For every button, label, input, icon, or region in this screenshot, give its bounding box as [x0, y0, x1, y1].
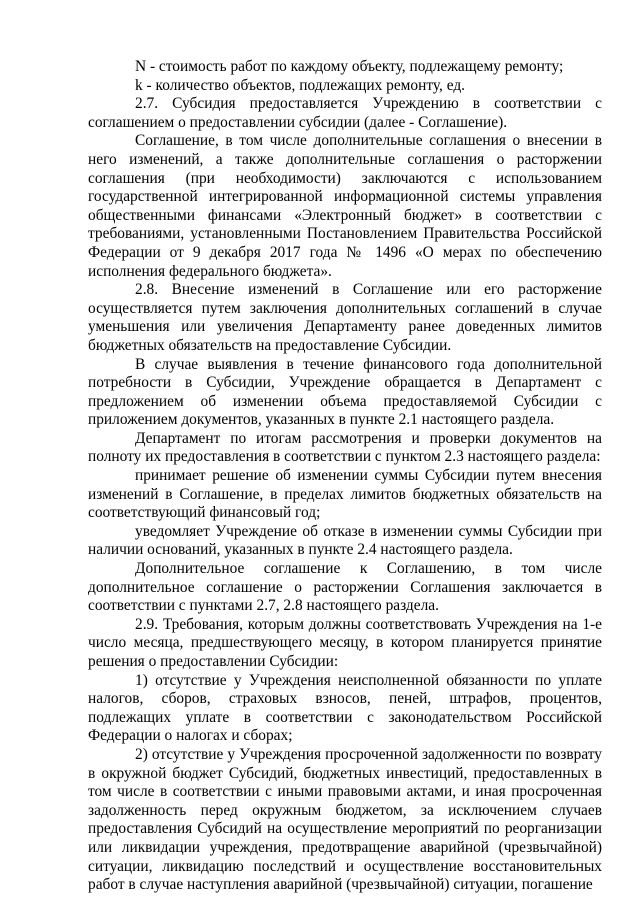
paragraph-additional-agreement: Дополнительное соглашение к Соглашению, в том числе дополнительное соглашение о расторжении Соглашения заключается в соответствии с пунктами 2.7, 2.8 настоящего раздела. [88, 560, 602, 615]
paragraph-requirement-1: 1) отсутствие у Учреждения неисполненной обязанности по уплате налогов, сборов, страховых взносов, пеней, штрафов, процентов, подлежащих уплате в соответствии с законодательством Российской Федерации о налогах и сборах; [88, 671, 602, 745]
paragraph-refusal-notice: уведомляет Учреждение об отказе в изменении суммы Субсидии при наличии оснований, указанных в пункте 2.4 настоящего раздела. [88, 522, 602, 559]
paragraph-requirement-2: 2) отсутствие у Учреждения просроченной задолженности по возврату в окружной бюджет Субсидий, бюджетных инвестиций, предоставленных в том числе в соответствии с иными правовыми актами, и иная просроченная задолженность перед окружным бюджетом, за исключением случаев предоставления Субсидий на осуществление мероприятий по реорганизации или ликвидации учреждения, предотвращение аварийной (чрезвычайной) ситуации, ликвидацию последствий и осуществление восстановительных работ в случае наступления аварийной (чрезвычайной) ситуации, погашение [88, 745, 602, 894]
paragraph-formula-k: k - количество объектов, подлежащих ремонту, ед. [135, 76, 466, 94]
paragraph-additional-need: В случае выявления в течение финансового года дополнительной потребности в Субсидии, Учреждение обращается в Департамент с предложением об изменении объема предоставляемой Субсидии с приложением документов, указанных в пункте 2.1 настоящего раздела. [88, 355, 602, 429]
paragraph-decision: принимает решение об изменении суммы Субсидии путем внесения изменений в Соглашение, в пределах лимитов бюджетных обязательств на соответствующий финансовый год; [88, 467, 602, 522]
paragraph-formula-n: N - стоимость работ по каждому объекту, подлежащему ремонту; [135, 58, 564, 75]
paragraph-2-7: 2.7. Субсидия предоставляется Учреждению в соответствии с соглашением о предоставлении субсидии (далее - Соглашение). [88, 95, 602, 131]
paragraph-2-9: 2.9. Требования, которым должны соответствовать Учреждения на 1-е число месяца, предшествующего месяцу, в котором планируется принятие решения о предоставлении Субсидии: [88, 615, 602, 670]
paragraph-2-8: 2.8. Внесение изменений в Соглашение или его расторжение осуществляется путем заключения дополнительных соглашений в случае уменьшения или увеличения Департаменту ранее доведенных лимитов бюджетных обязательств на предоставление Субсидии. [88, 281, 602, 354]
paragraph-department-review: Департамент по итогам рассмотрения и проверки документов на полноту их предоставления в соответствии с пунктом 2.3 настоящего раздела: [88, 429, 602, 466]
paragraph-agreement: Соглашение, в том числе дополнительные соглашения о внесении в него изменений, а также дополнительные соглашения о расторжении соглашения (при необходимости) заключаются с использованием государственной интегрированной информационной системы управления общественными финансами «Электронный бюджет» в соответствии с требованиями, установленными Постановлением Правительства Российской Федерации от 9 декабря 2017 года № 1496 «О мерах по обеспечению исполнения федерального бюджета». [88, 132, 602, 280]
